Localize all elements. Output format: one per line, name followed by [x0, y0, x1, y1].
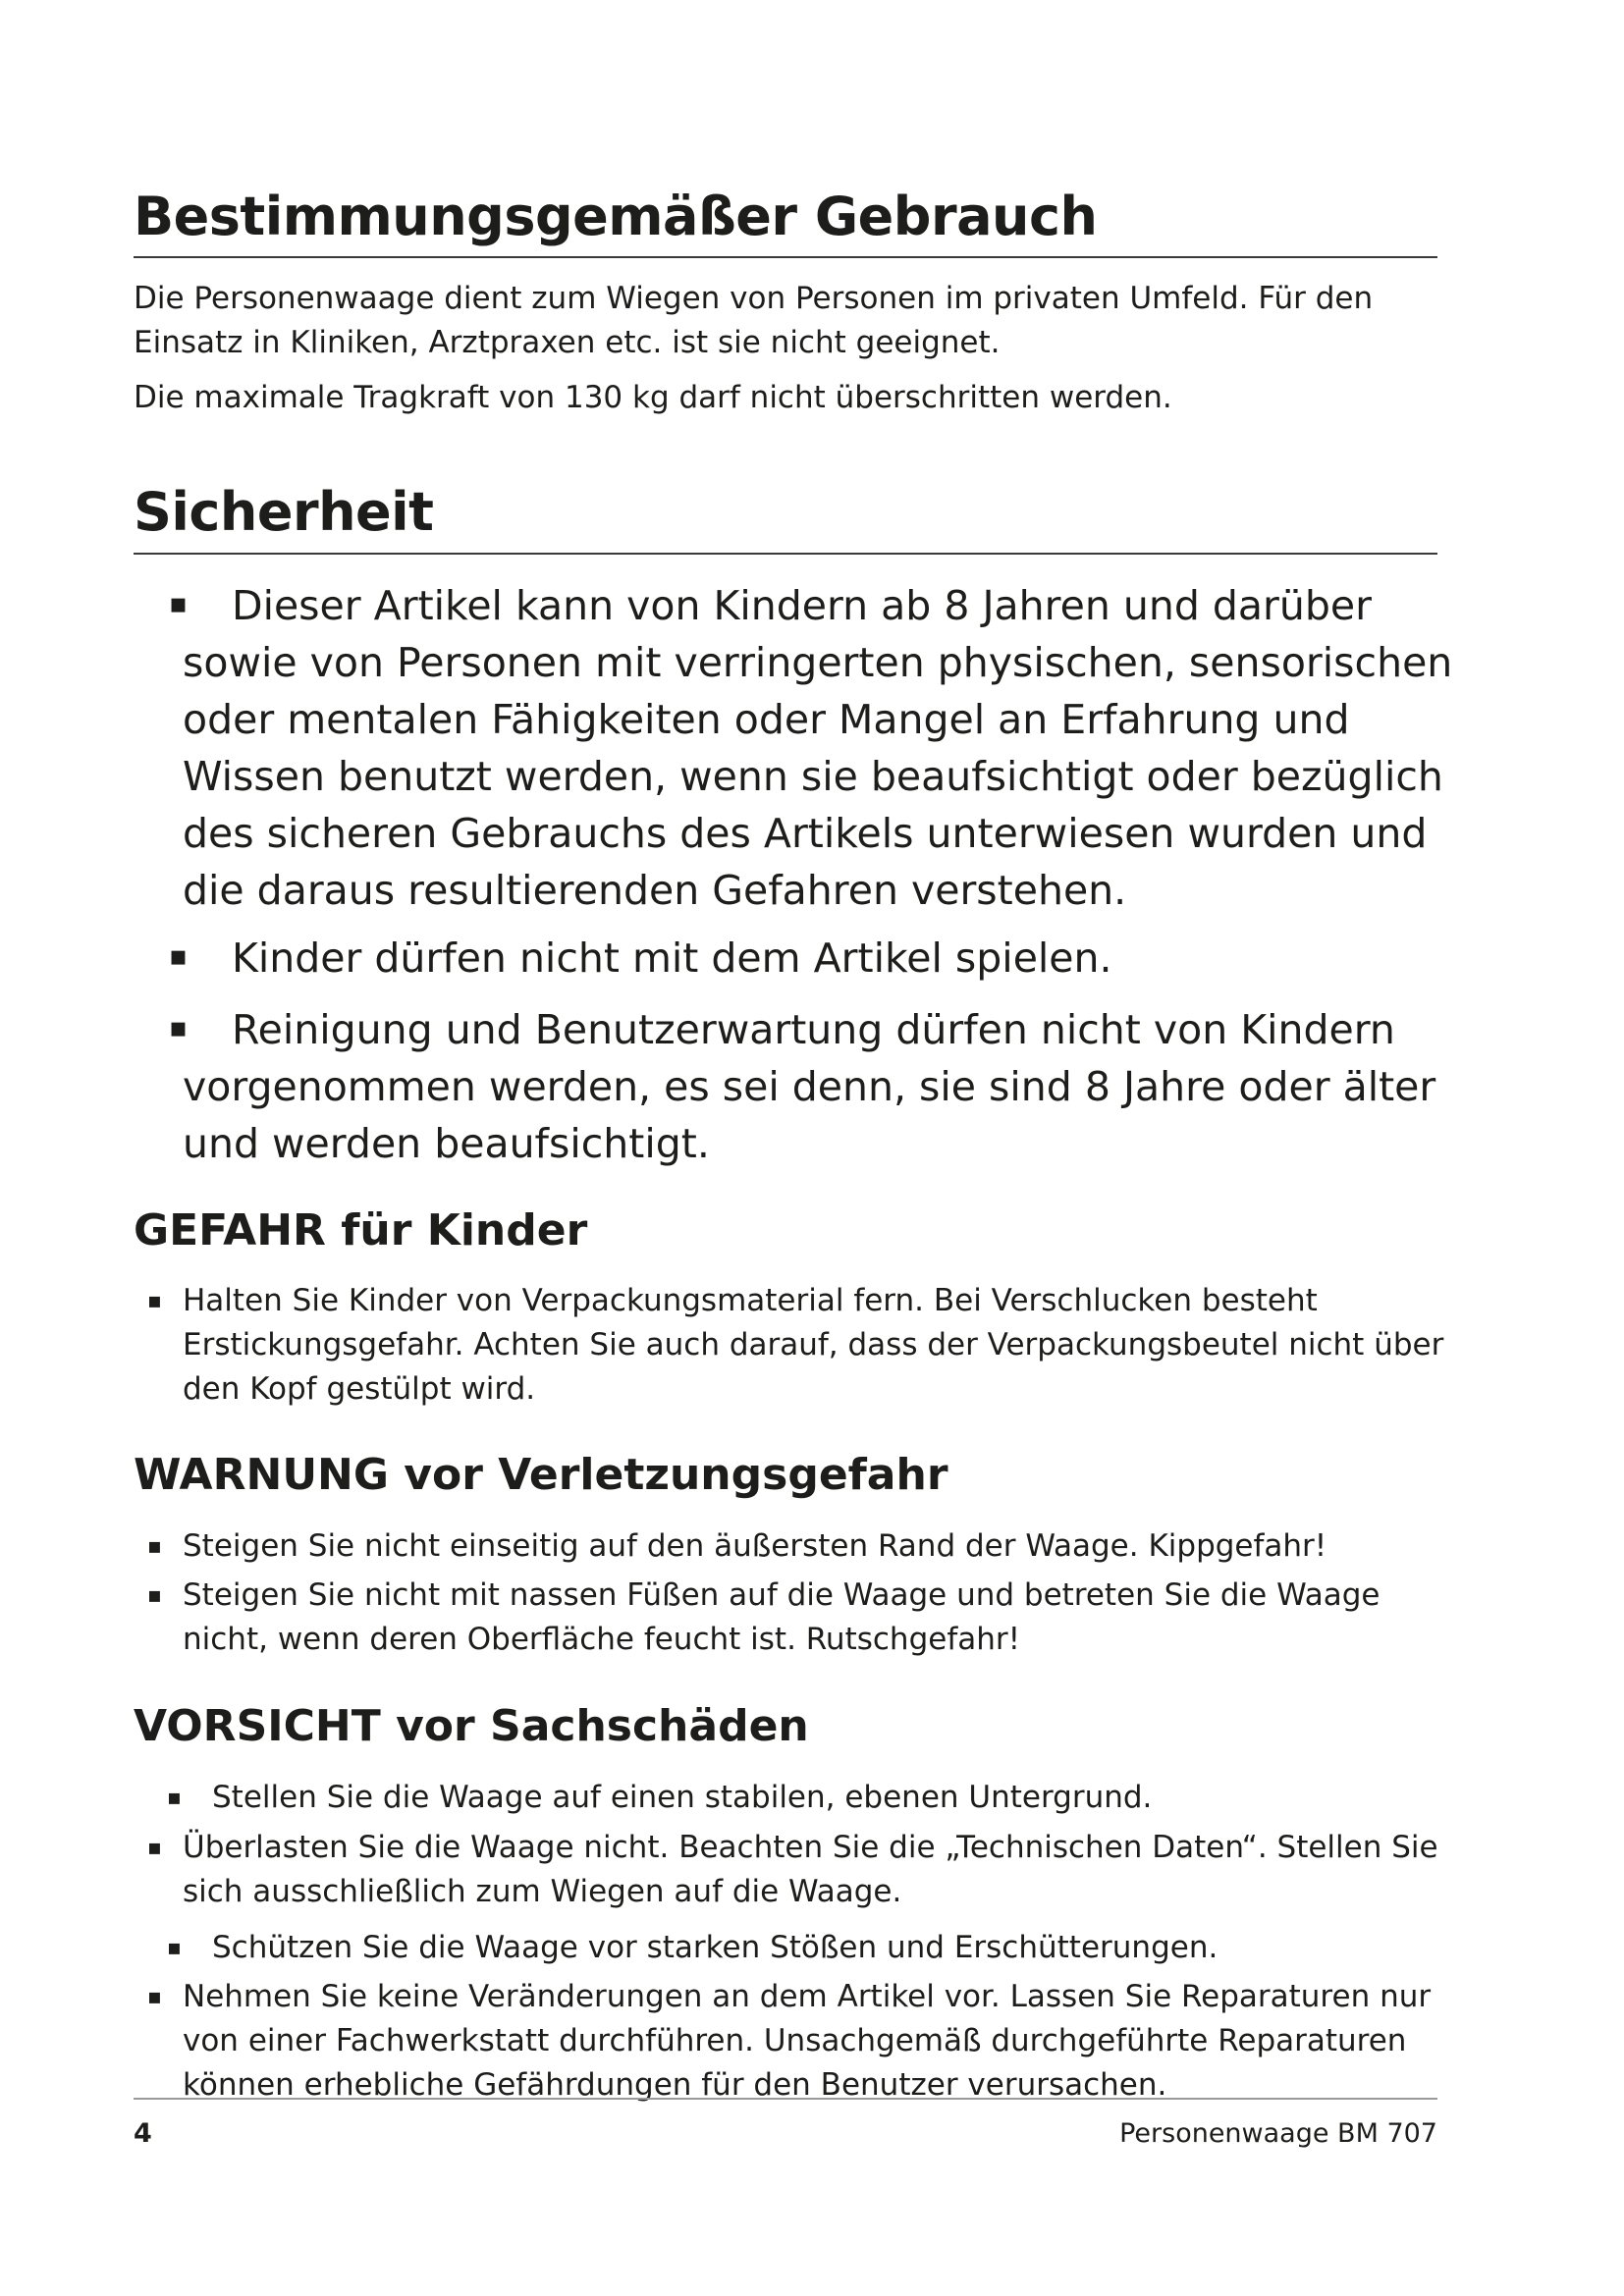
section-heading-safety: Sicherheit: [134, 481, 434, 543]
list-item-text: Stellen Sie die Waage auf einen stabilen, ebenen Untergrund.: [212, 1780, 1153, 1815]
max-load-paragraph: Die maximale Tragkraft von 130 kg darf nicht überschritten werden.: [134, 380, 1172, 415]
bullet-icon: ▪: [147, 1985, 162, 2009]
section-heading-danger-children: GEFAHR für Kinder: [134, 1205, 588, 1255]
list-item: [147, 1826, 1449, 1914]
list-item: [147, 1574, 1449, 1662]
bullet-icon: ▪: [169, 1011, 188, 1043]
list-item-text: Kinder dürfen nicht mit dem Artikel spielen.: [232, 934, 1112, 982]
bullet-icon: ▪: [147, 1583, 162, 1608]
heading-rule: [134, 553, 1437, 555]
list-item-text: Dieser Artikel kann von Kindern ab 8 Jahren und darüber sowie von Personen mit verringerten physischen, sensorischen oder mentalen Fähigkeiten oder Mangel an Erfahrung und Wissen benutzt werden, wenn sie beaufsichtigt oder bezüglich des sicheren Gebrauchs des Artikels unterwiesen wurden und die daraus resultierenden Gefahren verstehen.: [183, 582, 1453, 914]
page-number: 4: [134, 2118, 152, 2149]
list-item-text: Reinigung und Benutzerwartung dürfen nicht von Kindern vorgenommen werden, es sei denn, sie sind 8 Jahre oder älter und werden beaufsichtigt.: [183, 1006, 1436, 1167]
list-item-text: Steigen Sie nicht mit nassen Füßen auf die Waage und betreten Sie die Waage nicht, wenn deren Oberfläche feucht ist. Rutschgefahr!: [183, 1577, 1380, 1657]
list-item-text: Schützen Sie die Waage vor starken Stößen und Erschütterungen.: [212, 1930, 1218, 1965]
bullet-icon: ▪: [169, 587, 188, 619]
bullet-icon: ▪: [147, 1289, 162, 1313]
section-heading-caution-damage: VORSICHT vor Sachschäden: [134, 1701, 809, 1751]
footer-document-title: Personenwaage BM 707: [1119, 2118, 1437, 2149]
list-item: [169, 577, 1489, 919]
list-item: [147, 1975, 1449, 2108]
heading-rule: [134, 256, 1437, 258]
list-item-text: Halten Sie Kinder von Verpackungsmaterial fern. Bei Verschlucken besteht Erstickungsgefahr. Achten Sie auch darauf, dass der Verpackungsbeutel nicht über den Kopf gestülpt wird.: [183, 1283, 1444, 1407]
list-item-text: Nehmen Sie keine Veränderungen an dem Artikel vor. Lassen Sie Reparaturen nur von einer Fachwerkstatt durchführen. Unsachgemäß durchgeführte Reparaturen können erhebliche Gefährdungen für den Benutzer verursachen.: [183, 1979, 1432, 2103]
list-item: [147, 1279, 1449, 1412]
section-heading-warning-injury: WARNUNG vor Verletzungsgefahr: [134, 1450, 948, 1500]
list-item-text: Steigen Sie nicht einseitig auf den äußersten Rand der Waage. Kippgefahr!: [183, 1528, 1327, 1564]
list-item: [169, 1001, 1489, 1172]
intended-use-paragraph: Die Personenwaage dient zum Wiegen von Personen im privaten Umfeld. Für den Einsatz in Kliniken, Arztpraxen etc. ist sie nicht geeignet.: [134, 281, 1374, 360]
list-item: [167, 1926, 1449, 1970]
list-item-text: Überlasten Sie die Waage nicht. Beachten Sie die „Technischen Daten“. Stellen Sie sich ausschließlich zum Wiegen auf die Waage.: [183, 1830, 1438, 1909]
bullet-icon: ▪: [167, 1786, 182, 1810]
footer-rule: [134, 2098, 1437, 2100]
list-item: [147, 1524, 1449, 1569]
list-item: [167, 1776, 1449, 1820]
bullet-icon: ▪: [147, 1534, 162, 1559]
bullet-icon: ▪: [167, 1936, 182, 1960]
list-item: [169, 930, 1489, 987]
section-heading-intended-use: Bestimmungsgemäßer Gebrauch: [134, 186, 1098, 247]
bullet-icon: ▪: [147, 1836, 162, 1860]
bullet-icon: ▪: [169, 939, 188, 972]
